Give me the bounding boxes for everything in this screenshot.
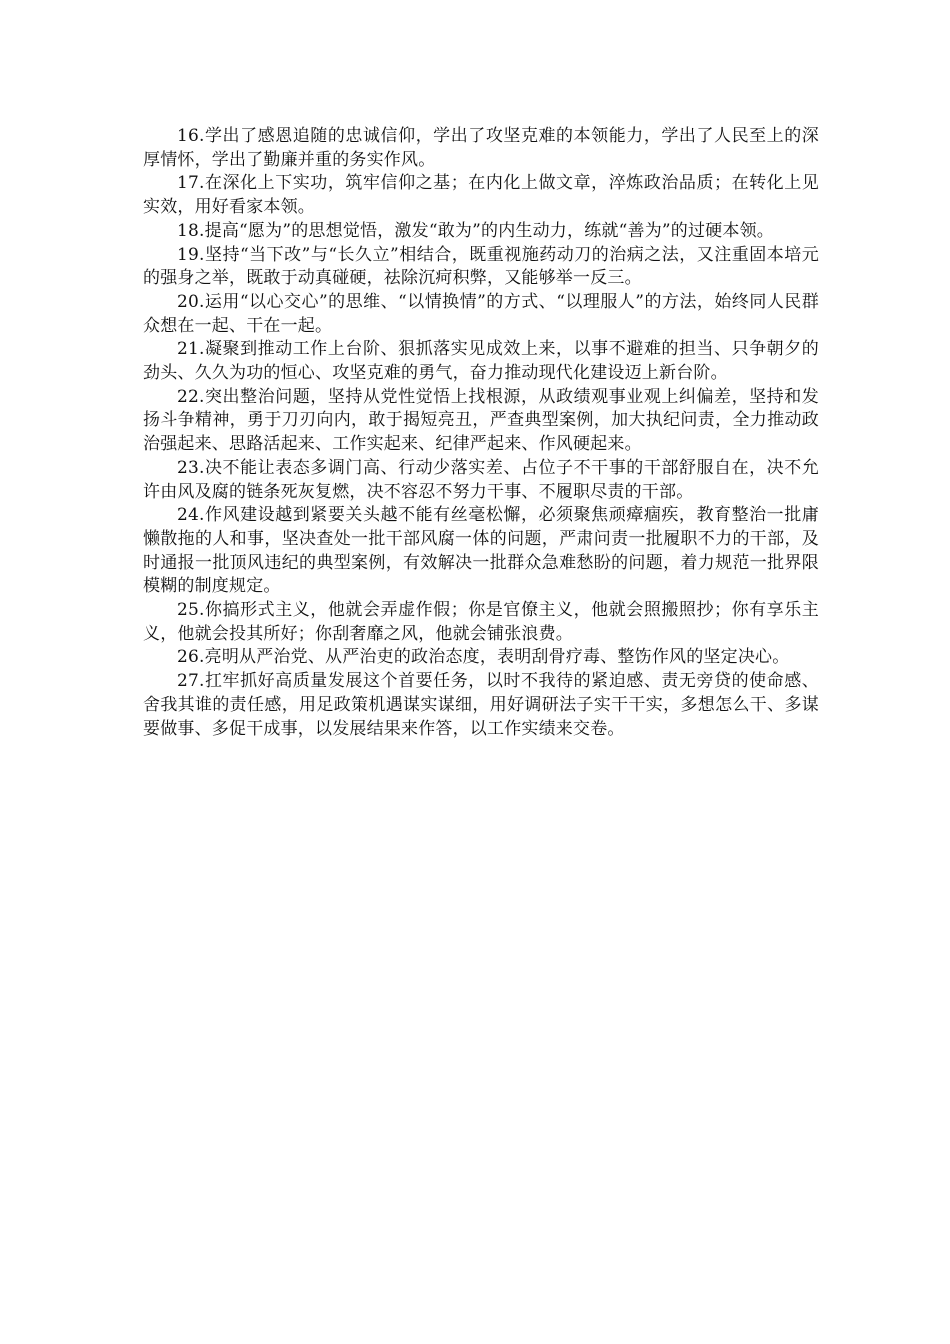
paragraph-22: 22.突出整治问题，坚持从党性觉悟上找根源，从政绩观事业观上纠偏差，坚持和发扬斗争精神，勇于刀刃向内，敢于揭短亮丑，严查典型案例，加大执纪问责，全力推动政治强起来、思路活起来、工作实起来、纪律严起来、作风硬起来。 bbox=[143, 386, 819, 455]
document-body bbox=[143, 125, 819, 741]
paragraph-19: 19.坚持“当下改”与“长久立”相结合，既重视施药动刀的治病之法，又注重固本培元的强身之举，既敢于动真碰硬，祛除沉疴积弊，又能够举一反三。 bbox=[143, 244, 819, 289]
paragraph-18: 18.提高“愿为”的思想觉悟，激发“敢为”的内生动力，练就“善为”的过硬本领。 bbox=[177, 220, 774, 241]
paragraph-27: 27.扛牢抓好高质量发展这个首要任务，以时不我待的紧迫感、责无旁贷的使命感、舍我其谁的责任感，用足政策机遇谋实谋细，用好调研法子实干干实，多想怎么干、多谋要做事、多促干成事，以发展结果来作答，以工作实绩来交卷。 bbox=[143, 671, 819, 739]
paragraph-23: 23.决不能让表态多调门高、行动少落实差、占位子不干事的干部舒服自在，决不允许由风及腐的链条死灰复燃，决不容忍不努力干事、不履职尽责的干部。 bbox=[143, 457, 819, 502]
paragraph-25: 25.你搞形式主义，他就会弄虚作假；你是官僚主义，他就会照搬照抄；你有享乐主义，他就会投其所好；你刮奢靡之风，他就会铺张浪费。 bbox=[143, 600, 819, 644]
paragraph-24: 24.作风建设越到紧要关头越不能有丝毫松懈，必须聚焦顽瘴痼疾，教育整治一批庸懒散拖的人和事，坚决查处一批干部风腐一体的问题，严肃问责一批履职不力的干部，及时通报一批顶风违纪的典型案例，有效解决一批群众急难愁盼的问题，着力规范一批界限模糊的制度规定。 bbox=[143, 505, 819, 597]
paragraph-20: 20.运用“以心交心”的思维、“以情换情”的方式、“以理服人”的方法，始终同人民群众想在一起、干在一起。 bbox=[143, 291, 819, 336]
paragraph-21: 21.凝聚到推动工作上台阶、狠抓落实见成效上来，以事不避难的担当、只争朝夕的劲头、久久为功的恒心、攻坚克难的勇气，奋力推动现代化建设迈上新台阶。 bbox=[143, 339, 819, 384]
paragraph-17: 17.在深化上下实功，筑牢信仰之基；在内化上做文章，淬炼政治品质；在转化上见实效，用好看家本领。 bbox=[143, 173, 819, 218]
paragraph-26: 26.亮明从严治党、从严治吏的政治态度，表明刮骨疗毒、整饬作风的坚定决心。 bbox=[177, 647, 790, 668]
paragraph-16: 16.学出了感恩追随的忠诚信仰，学出了攻坚克难的本领能力，学出了人民至上的深厚情怀，学出了勤廉并重的务实作风。 bbox=[143, 126, 819, 170]
